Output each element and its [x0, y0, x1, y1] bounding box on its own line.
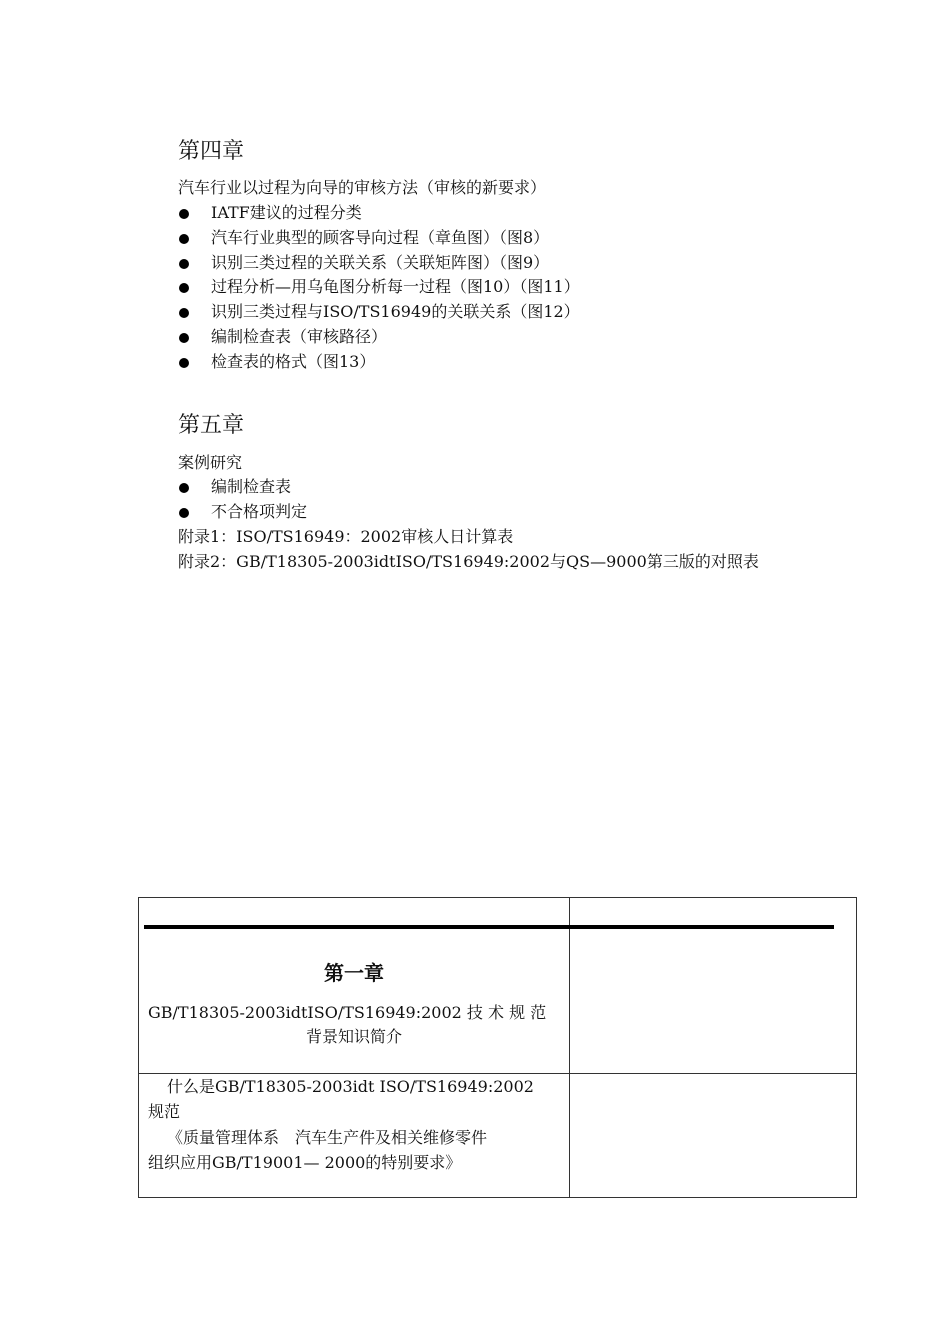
- appendix-2: 附录2：GB/T18305-2003idtISO/TS16949:2002与QS—9000第三版的对照表: [178, 552, 759, 571]
- bullet-icon: [179, 358, 189, 368]
- list-item-text: 编制检查表: [211, 477, 292, 496]
- list-item-text: IATF建议的过程分类: [211, 203, 362, 222]
- bullet-icon: [179, 234, 189, 244]
- bullet-icon: [179, 283, 189, 293]
- table-column-divider: [569, 898, 570, 1197]
- table-chapter-line-2: 背景知识简介: [305, 1027, 402, 1046]
- table-row2-line-1: 什么是GB/T18305-2003idt ISO/TS16949:2002: [167, 1077, 534, 1096]
- appendix-1: 附录1：ISO/TS16949：2002审核人日计算表: [178, 527, 514, 546]
- chapter5-title: 第五章: [178, 413, 245, 438]
- table-row2-line-3: 《质量管理体系 汽车生产件及相关维修零件: [167, 1128, 488, 1147]
- document-table: [138, 897, 857, 1198]
- table-row-divider: [139, 1073, 856, 1074]
- bullet-icon: [179, 259, 189, 269]
- list-item-text: 过程分析—用乌龟图分析每一过程（图10）（图11）: [211, 277, 580, 297]
- chapter4-title: 第四章: [178, 139, 245, 164]
- thick-rule-divider: [144, 925, 834, 929]
- list-item-text: 识别三类过程与ISO/TS16949的关联关系（图12）: [211, 302, 580, 322]
- list-item-text: 检查表的格式（图13）: [211, 351, 376, 371]
- table-row2-line-4: 组织应用GB/T19001— 2000的特别要求》: [148, 1153, 462, 1172]
- list-item-text: 汽车行业典型的顾客导向过程（章鱼图）（图8）: [211, 227, 550, 247]
- table-chapter-title: 第一章: [324, 961, 384, 985]
- list-item-text: 识别三类过程的关联关系（关联矩阵图）（图9）: [211, 252, 550, 272]
- list-item-text: 编制检查表（审核路径）: [211, 326, 388, 346]
- table-chapter-line-1: GB/T18305-2003idtISO/TS16949:2002 技 术 规 范: [148, 1003, 547, 1022]
- bullet-icon: [179, 508, 189, 518]
- chapter5-subtitle: 案例研究: [178, 453, 243, 472]
- table-row2-line-2: 规范: [148, 1102, 181, 1121]
- chapter4-subtitle: 汽车行业以过程为向导的审核方法（审核的新要求）: [178, 178, 547, 197]
- bullet-icon: [179, 209, 189, 219]
- bullet-icon: [179, 308, 189, 318]
- bullet-icon: [179, 483, 189, 493]
- bullet-icon: [179, 333, 189, 343]
- list-item-text: 不合格项判定: [211, 501, 308, 521]
